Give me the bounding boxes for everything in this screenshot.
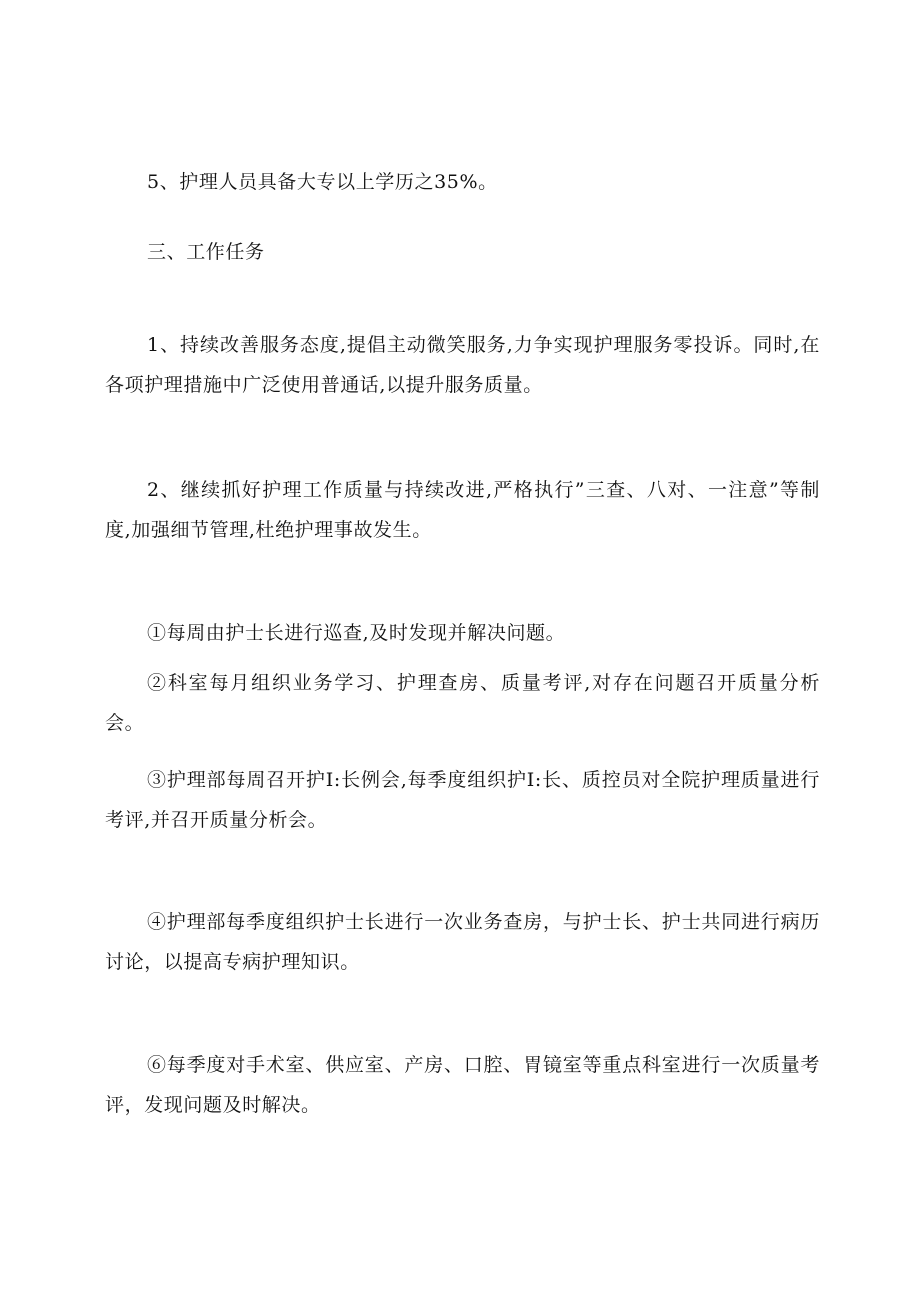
paragraph-key-department-review: ⑥每季度对手术室、供应室、产房、口腔、胃镜室等重点科室进行一次质量考评，发现问题及时解决。 bbox=[105, 1054, 820, 1116]
paragraph-quarterly-rounds: ④护理部每季度组织护士长进行一次业务查房，与护士长、护士共同进行病历讨论，以提高专病护理知识。 bbox=[105, 911, 820, 973]
paragraph-head-nurse-meeting: ③护理部每周召开护I:长例会,每季度组织护I:长、质控员对全院护理质量进行考评,并召开质量分析会。 bbox=[105, 769, 820, 831]
paragraph-quality-improvement: 2、继续抓好护理工作质量与持续改进,严格执行”三查、八对、一注意”等制度,加强细节管理,杜绝护理事故发生。 bbox=[105, 479, 820, 541]
section-heading-work-tasks: 三、工作任务 bbox=[147, 241, 265, 263]
paragraph-weekly-inspection: ①每周由护士长进行巡查,及时发现并解决问题。 bbox=[147, 622, 566, 644]
paragraph-education-ratio: 5、护理人员具备大专以上学历之35%。 bbox=[147, 171, 498, 193]
paragraph-service-attitude: 1、持续改善服务态度,提倡主动微笑服务,力争实现护理服务零投诉。同时,在各项护理措施中广泛使用普通话,以提升服务质量。 bbox=[105, 334, 820, 396]
paragraph-monthly-study: ②科室每月组织业务学习、护理查房、质量考评,对存在问题召开质量分析会。 bbox=[105, 672, 820, 734]
